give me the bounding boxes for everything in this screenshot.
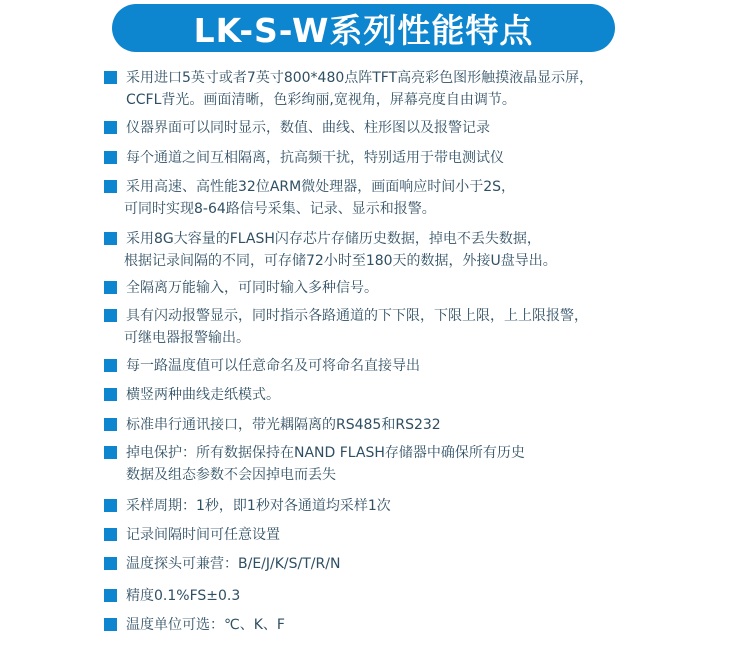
feature-line: 精度0.1%FS±0.3 — [126, 588, 241, 604]
square-bullet-icon — [104, 151, 117, 164]
feature-item — [104, 67, 744, 111]
feature-item — [104, 147, 744, 169]
feature-line: 仪器界面可以同时显示，数值、曲线、柱形图以及报警记录 — [126, 120, 490, 136]
square-bullet-icon — [104, 232, 117, 245]
feature-line: 可同时实现8-64路信号采集、记录、显示和报警。 — [124, 201, 436, 217]
square-bullet-icon — [104, 589, 117, 602]
feature-line: 温度探头可兼营：B/E/J/K/S/T/R/N — [126, 556, 341, 572]
feature-line: 采用8G大容量的FLASH闪存芯片存储历史数据，掉电不丢失数据， — [126, 231, 541, 247]
square-bullet-icon — [104, 528, 117, 541]
feature-item — [104, 442, 744, 486]
title-banner — [112, 4, 615, 52]
feature-line: 全隔离万能输入，可同时输入多种信号。 — [126, 280, 378, 296]
feature-item — [104, 355, 744, 377]
feature-item — [104, 384, 744, 406]
page-title: LK-S-W系列性能特点 — [193, 10, 534, 50]
square-bullet-icon — [104, 359, 117, 372]
square-bullet-icon — [104, 309, 117, 322]
feature-line: 采用高速、高性能32位ARM微处理器，画面响应时间小于2S， — [126, 179, 515, 195]
feature-line: 根据记录间隔的不同，可存储72小时至180天的数据，外接U盘导出。 — [124, 253, 557, 269]
square-bullet-icon — [104, 499, 117, 512]
feature-line: 每个通道之间互相隔离，抗高频干扰，特别适用于带电测试仪 — [126, 150, 504, 166]
feature-line: 采用进口5英寸或者7英寸800*480点阵TFT高亮彩色图形触摸液晶显示屏， — [126, 70, 594, 86]
feature-line: 数据及组态参数不会因掉电而丢失 — [126, 467, 336, 483]
feature-item — [104, 228, 744, 272]
feature-line: 采样周期：1秒，即1秒对各通道均采样1次 — [126, 498, 391, 514]
feature-item — [104, 495, 744, 517]
square-bullet-icon — [104, 71, 117, 84]
feature-line: 标准串行通讯接口，带光耦隔离的RS485和RS232 — [126, 417, 441, 433]
feature-line: 掉电保护：所有数据保持在NAND FLASH存储器中确保所有历史 — [126, 445, 525, 461]
square-bullet-icon — [104, 446, 117, 459]
feature-item — [104, 305, 744, 349]
feature-line: 每一路温度值可以任意命名及可将命名直接导出 — [126, 358, 420, 374]
feature-line: 记录间隔时间可任意设置 — [126, 527, 280, 543]
square-bullet-icon — [104, 388, 117, 401]
feature-item — [104, 585, 744, 607]
feature-line: 可继电器报警输出。 — [124, 330, 250, 346]
square-bullet-icon — [104, 557, 117, 570]
feature-line: 温度单位可选：℃、K、F — [126, 617, 285, 633]
feature-line: CCFL背光。画面清晰，色彩绚丽,宽视角，屏幕亮度自由调节。 — [126, 92, 516, 108]
square-bullet-icon — [104, 618, 117, 631]
square-bullet-icon — [104, 281, 117, 294]
square-bullet-icon — [104, 121, 117, 134]
feature-item — [104, 176, 744, 220]
feature-item — [104, 117, 744, 139]
feature-item — [104, 553, 744, 575]
feature-line: 横竖两种曲线走纸模式。 — [126, 387, 280, 403]
square-bullet-icon — [104, 418, 117, 431]
feature-item — [104, 277, 744, 299]
feature-item — [104, 614, 744, 636]
feature-item — [104, 414, 744, 436]
feature-line: 具有闪动报警显示，同时指示各路通道的下下限，下限上限，上上限报警， — [126, 308, 588, 324]
square-bullet-icon — [104, 180, 117, 193]
feature-item — [104, 524, 744, 546]
